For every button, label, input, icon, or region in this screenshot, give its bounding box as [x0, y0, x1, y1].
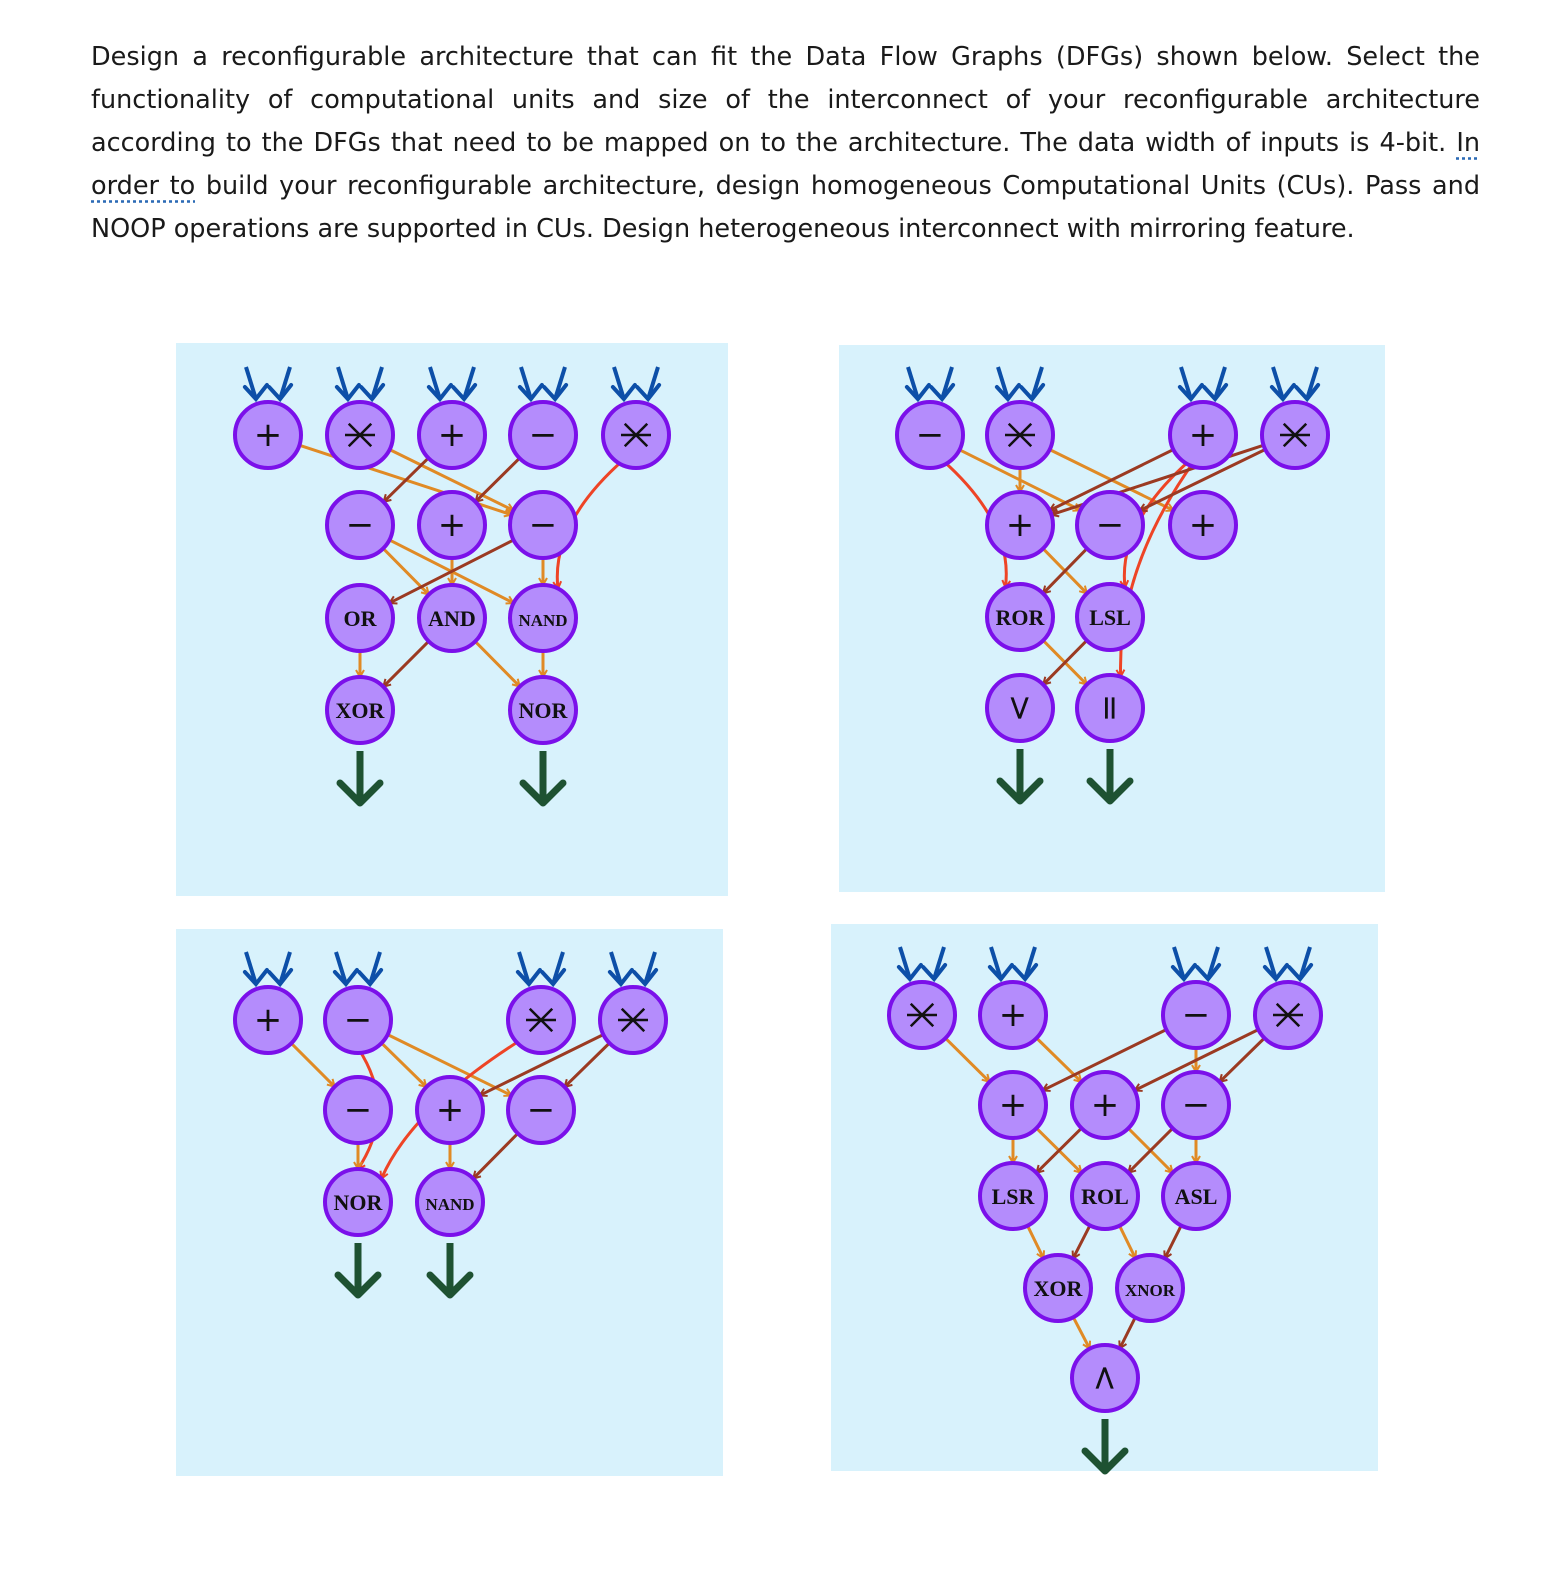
input-arrowhead: [1265, 965, 1287, 979]
node-plus: [1170, 492, 1236, 558]
node-or: [327, 585, 393, 651]
edge-c2-to-d1: [383, 638, 432, 687]
node-label: OR: [343, 606, 377, 631]
task-text-part1: Design a reconfigurable architecture that can fit the Data Flow Graphs (DFGs) shown below. Select the functionality of computational units and size of the interconnect of your reconfigurable architecture according to the DFGs that need to be mapped on to the architecture. The data width of inputs is 4-bit.: [91, 42, 1480, 158]
node-multiply: [987, 402, 1053, 468]
node-plus: [235, 402, 301, 468]
node-nand: [417, 1169, 483, 1235]
input-arrowhead: [1014, 965, 1036, 979]
node-nor: [510, 677, 576, 743]
input-arrowhead: [1021, 385, 1043, 399]
dfg3-nodes: [235, 987, 666, 1235]
node-less-than: [1072, 1345, 1138, 1411]
node-multiply: [1255, 982, 1321, 1048]
node-asl: [1163, 1163, 1229, 1229]
edge-b1-to-c2: [1033, 1125, 1082, 1173]
node-label: −: [528, 415, 558, 455]
edge-c2-to-d2: [472, 638, 520, 687]
node-minus: [1077, 492, 1143, 558]
node-label: −: [1181, 1085, 1211, 1125]
node-lsl: [1077, 584, 1143, 650]
node-label: +: [998, 1085, 1028, 1125]
input-arrowhead: [637, 385, 659, 399]
input-arrowhead: [1289, 965, 1311, 979]
node-minus: [1163, 982, 1229, 1048]
node-minus: [327, 492, 393, 558]
node-multiply: [327, 402, 393, 468]
node-rol: [1072, 1163, 1138, 1229]
node-minus: [508, 1077, 574, 1143]
edge-a2-to-b2: [378, 1040, 426, 1087]
input-arrowhead: [245, 970, 267, 984]
node-equals: [1077, 675, 1143, 741]
edge-b1-to-c2: [1040, 545, 1087, 593]
input-arrowhead: [931, 385, 953, 399]
node-label: +: [253, 1000, 283, 1040]
input-arrowhead: [335, 970, 357, 984]
node-greater-than: [987, 675, 1053, 741]
node-label: NAND: [518, 611, 568, 630]
input-arrowhead: [269, 385, 291, 399]
node-label: XOR: [1033, 1276, 1083, 1301]
input-arrowhead: [907, 385, 929, 399]
edge-a4-to-b2: [475, 455, 523, 502]
node-label: +: [253, 415, 283, 455]
input-arrowhead: [518, 970, 540, 984]
input-arrowhead: [429, 385, 451, 399]
node-label: +: [998, 995, 1028, 1035]
node-label: −: [915, 415, 945, 455]
node-minus: [510, 402, 576, 468]
input-arrowhead: [542, 970, 564, 984]
input-arrowhead: [610, 970, 632, 984]
input-arrowhead: [245, 385, 267, 399]
input-arrowhead: [990, 965, 1012, 979]
node-lsr: [980, 1163, 1046, 1229]
node-label: +: [437, 505, 467, 545]
input-arrowhead: [1272, 385, 1294, 399]
input-arrowhead: [1197, 965, 1219, 979]
edge-a1-to-b1: [942, 1035, 990, 1082]
node-label: −: [345, 505, 375, 545]
input-arrowhead: [1204, 385, 1226, 399]
node-plus: [1072, 1072, 1138, 1138]
node-minus: [510, 492, 576, 558]
node-label: <: [1085, 1363, 1125, 1393]
node-label: ASL: [1174, 1184, 1218, 1209]
node-label: >: [1000, 693, 1040, 723]
node-plus: [980, 1072, 1046, 1138]
input-arrowhead: [997, 385, 1019, 399]
node-multiply: [603, 402, 669, 468]
edge-b2-to-c1: [1043, 545, 1090, 593]
node-minus: [1163, 1072, 1229, 1138]
node-label: +: [1090, 1085, 1120, 1125]
edge-a1-to-b1: [288, 1040, 335, 1087]
node-label: AND: [428, 606, 476, 631]
node-label: +: [1188, 505, 1218, 545]
edge-c1-to-d2: [1040, 637, 1087, 685]
node-plus: [419, 402, 485, 468]
node-label: LSR: [991, 1184, 1035, 1209]
node-nand: [510, 585, 576, 651]
node-xnor: [1117, 1255, 1183, 1321]
node-label: −: [1181, 995, 1211, 1035]
node-label: ROL: [1081, 1184, 1129, 1209]
task-text-part2: build your reconfigurable architecture, design homogeneous Computational Units (CUs). Pass and NOOP operations are supported in CUs. Design heterogeneous interconnect with mirroring feature.: [91, 171, 1481, 244]
node-minus: [325, 987, 391, 1053]
input-arrowhead: [899, 965, 921, 979]
edge-b3-to-c2: [473, 1130, 521, 1179]
node-label: −: [343, 1000, 373, 1040]
input-arrowhead: [1173, 965, 1195, 979]
node-label: −: [526, 1090, 556, 1130]
node-label: −: [343, 1090, 373, 1130]
node-ror: [987, 584, 1053, 650]
node-xor: [1025, 1255, 1091, 1321]
node-plus: [419, 492, 485, 558]
node-minus: [897, 402, 963, 468]
node-label: =: [1090, 693, 1130, 723]
node-label: +: [1188, 415, 1218, 455]
node-and: [419, 585, 485, 651]
node-nor: [325, 1169, 391, 1235]
edge-a3-to-b1: [384, 455, 432, 502]
node-plus: [417, 1077, 483, 1143]
input-arrowhead: [453, 385, 475, 399]
input-arrowhead: [337, 385, 359, 399]
input-arrowhead: [613, 385, 635, 399]
node-label: NOR: [518, 698, 568, 723]
node-label: +: [1005, 505, 1035, 545]
node-label: −: [528, 505, 558, 545]
input-arrowhead: [520, 385, 542, 399]
input-arrowhead: [634, 970, 656, 984]
node-label: XOR: [335, 698, 385, 723]
node-plus: [235, 987, 301, 1053]
node-minus: [325, 1077, 391, 1143]
edge-b3-to-c2: [1128, 1125, 1176, 1173]
node-plus: [980, 982, 1046, 1048]
edge-b2-to-c3: [1125, 1125, 1173, 1173]
input-arrowhead: [544, 385, 566, 399]
spellcheck-underlined-phrase: In order to: [91, 128, 1480, 201]
node-label: NAND: [425, 1195, 475, 1214]
node-label: −: [1095, 505, 1125, 545]
input-arrowhead: [1296, 385, 1318, 399]
edge-b2-to-c1: [1036, 1125, 1085, 1173]
input-arrowhead: [1180, 385, 1202, 399]
edge-c2-to-d1: [1043, 637, 1090, 685]
node-plus: [1170, 402, 1236, 468]
input-arrowhead: [359, 970, 381, 984]
node-multiply: [1262, 402, 1328, 468]
node-plus: [987, 492, 1053, 558]
node-label: +: [435, 1090, 465, 1130]
edge-a4-to-b3: [565, 1040, 613, 1087]
edge-a4-to-b3: [1220, 1035, 1268, 1082]
dfg2-nodes: [897, 402, 1328, 741]
node-label: LSL: [1089, 605, 1131, 630]
node-label: NOR: [333, 1190, 383, 1215]
node-multiply: [889, 982, 955, 1048]
node-xor: [327, 677, 393, 743]
input-arrowhead: [269, 970, 291, 984]
node-multiply: [508, 987, 574, 1053]
node-label: +: [437, 415, 467, 455]
input-arrowhead: [923, 965, 945, 979]
node-label: XNOR: [1124, 1281, 1176, 1300]
input-arrowhead: [361, 385, 383, 399]
node-multiply: [600, 987, 666, 1053]
node-label: ROR: [995, 605, 1045, 630]
